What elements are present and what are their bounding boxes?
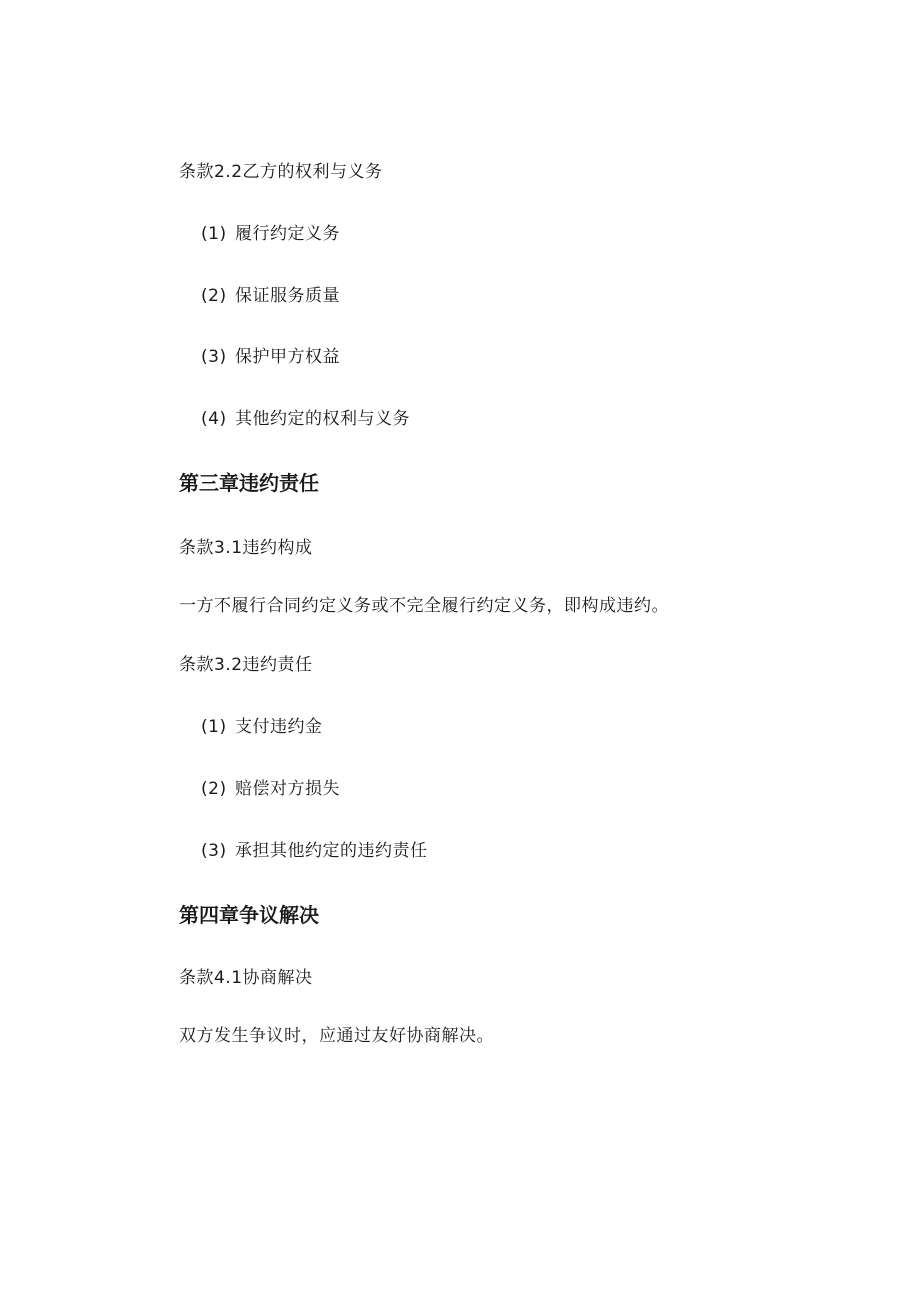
clause-3-1-title: 条款3.1违约构成	[179, 538, 313, 558]
list-item	[201, 407, 410, 431]
clause-4-1-body: 双方发生争议时，应通过友好协商解决。	[179, 1026, 494, 1046]
list-item-text: 承担其他约定的违约责任	[235, 841, 428, 861]
list-item-text: 保护甲方权益	[235, 347, 340, 367]
list-item-number: (1)	[201, 717, 227, 737]
list-item-number: (2)	[201, 779, 227, 799]
list-item	[201, 345, 340, 369]
list-item-number: (3)	[201, 347, 227, 367]
list-item-number: (4)	[201, 409, 227, 429]
chapter-3-heading: 第三章违约责任	[179, 471, 319, 495]
list-item	[201, 839, 428, 863]
list-item-text: 支付违约金	[235, 717, 323, 737]
list-item	[201, 715, 323, 739]
list-item-number: (3)	[201, 841, 227, 861]
list-item-text: 其他约定的权利与义务	[235, 409, 410, 429]
list-item-text: 保证服务质量	[235, 286, 340, 306]
clause-2-2-title: 条款2.2乙方的权利与义务	[179, 162, 383, 182]
list-item	[201, 222, 340, 246]
list-item-text: 赔偿对方损失	[235, 779, 340, 799]
clause-4-1-title: 条款4.1协商解决	[179, 968, 313, 988]
list-item-text: 履行约定义务	[235, 224, 340, 244]
list-item	[201, 284, 340, 308]
clause-3-1-body: 一方不履行合同约定义务或不完全履行约定义务，即构成违约。	[179, 596, 669, 616]
chapter-4-heading: 第四章争议解决	[179, 903, 319, 927]
list-item	[201, 777, 340, 801]
list-item-number: (2)	[201, 286, 227, 306]
list-item-number: (1)	[201, 224, 227, 244]
clause-3-2-title: 条款3.2违约责任	[179, 655, 313, 675]
